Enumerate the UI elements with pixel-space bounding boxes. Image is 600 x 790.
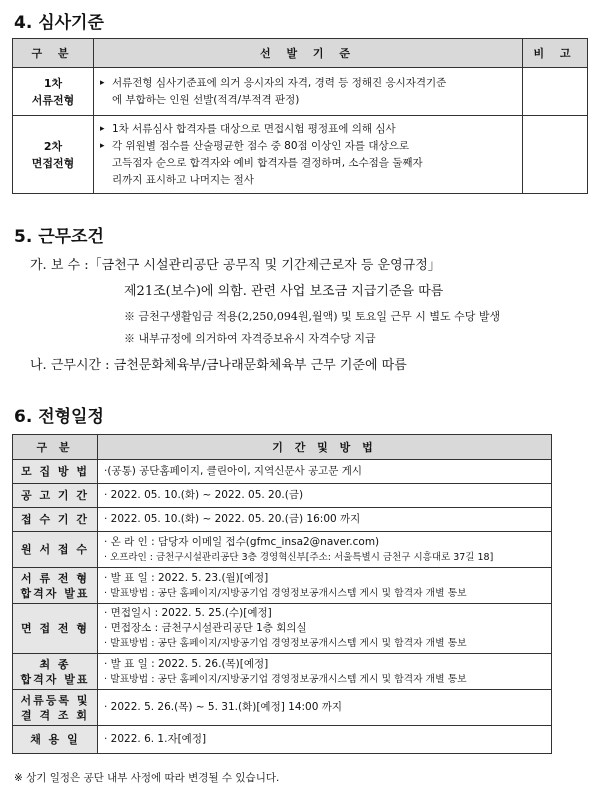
schedule-row: 면 접 전 형 · 면접일시 : 2022. 5. 25.(수)[예정] · 면접장소 : 금천구시설관리공단 1층 회의실 · 발표방법 : 공단 홈페이지/지방공기업 경영정보공개시스템 게시 및 합격자 개별 통보: [13, 604, 552, 654]
schedule-row: 원 서 접 수 · 온 라 인 : 담당자 이메일 접수(gfmc_insa2@naver.com) · 오프라인 : 금천구시설관리공단 3층 경영혁신부[주소: 서울특별시 금천구 시흥대로 37길 18]: [13, 532, 552, 568]
work-hours: 나. 근무시간 : 금천문화체육부/금나래문화체육부 근무 기준에 따름: [30, 358, 407, 373]
pay-note-2: ※ 내부규정에 의거하여 자격증보유시 자격수당 지급: [124, 332, 376, 345]
criteria-row-1: [13, 68, 588, 116]
criteria-standard: ▸ 서류전형 심사기준표에 의거 응시자의 자격, 경력 등 정해진 응시자격기준 에 부합하는 인원 선발(적격/부적격 판정): [94, 68, 523, 116]
schedule-row: 서류등록 및 결 격 조 회 · 2022. 5. 26.(목) ~ 5. 31.(화)[예정] 14:00 까지: [13, 690, 552, 726]
schedule-row: 공 고 기 간 · 2022. 05. 10.(화) ~ 2022. 05. 20.(금): [13, 484, 552, 508]
schedule-header-method: 기 간 및 방 법: [98, 435, 552, 460]
criteria-header-standard: 선 발 기 준: [94, 39, 523, 68]
criteria-header-category: 구 분: [13, 39, 94, 68]
schedule-row: 접 수 기 간 · 2022. 05. 10.(화) ~ 2022. 05. 20.(금) 16:00 까지: [13, 508, 552, 532]
pay-line-1: 가. 보 수 :「금천구 시설관리공단 공무직 및 기간제근로자 등 운영규정」: [30, 258, 441, 273]
criteria-remarks: [523, 68, 588, 116]
criteria-row-2: [13, 116, 588, 194]
criteria-header-remarks: 비 고: [523, 39, 588, 68]
section-4-title: 4. 심사기준: [14, 13, 104, 33]
criteria-category: 2차 면접전형: [13, 116, 94, 194]
pay-line-2: 제21조(보수)에 의함. 관련 사업 보조금 지급기준을 따름: [124, 284, 444, 299]
section-6-title: 6. 전형일정: [14, 407, 104, 427]
schedule-row: 서 류 전 형 합격자 발표 · 발 표 일 : 2022. 5. 23.(월)[예정] · 발표방법 : 공단 홈페이지/지방공기업 경영정보공개시스템 게시 및 합격자 개별 통보: [13, 568, 552, 604]
criteria-table: [12, 38, 588, 194]
schedule-footnote: ※ 상기 일정은 공단 내부 사정에 따라 변경될 수 있습니다.: [14, 772, 280, 784]
schedule-row: 모 집 방 법 ·(공통) 공단홈페이지, 클린아이, 지역신문사 공고문 게시: [13, 460, 552, 484]
schedule-row: 최 종 합격자 발표 · 발 표 일 : 2022. 5. 26.(목)[예정] · 발표방법 : 공단 홈페이지/지방공기업 경영정보공개시스템 게시 및 합격자 개별 통보: [13, 654, 552, 690]
schedule-header-category: 구 분: [13, 435, 98, 460]
criteria-standard: ▸ 1차 서류심사 합격자를 대상으로 면접시험 평정표에 의해 심사 ▸ 각 위원별 점수를 산술평균한 점수 중 80점 이상인 자를 대상으로 고득점자 순으로 합격자와 예비 합격자를 결정하며, 소수점을 둘째자 리까지 표시하고 나머지는 절사: [94, 116, 523, 194]
section-5-title: 5. 근무조건: [14, 227, 104, 247]
criteria-category: 1차 서류전형: [13, 68, 94, 116]
schedule-table: [12, 434, 552, 754]
criteria-remarks: [523, 116, 588, 194]
pay-note-1: ※ 금천구생활임금 적용(2,250,094원,월액) 및 토요일 근무 시 별도 수당 발생: [124, 310, 501, 323]
schedule-row: 채 용 일 · 2022. 6. 1.자[예정]: [13, 726, 552, 754]
